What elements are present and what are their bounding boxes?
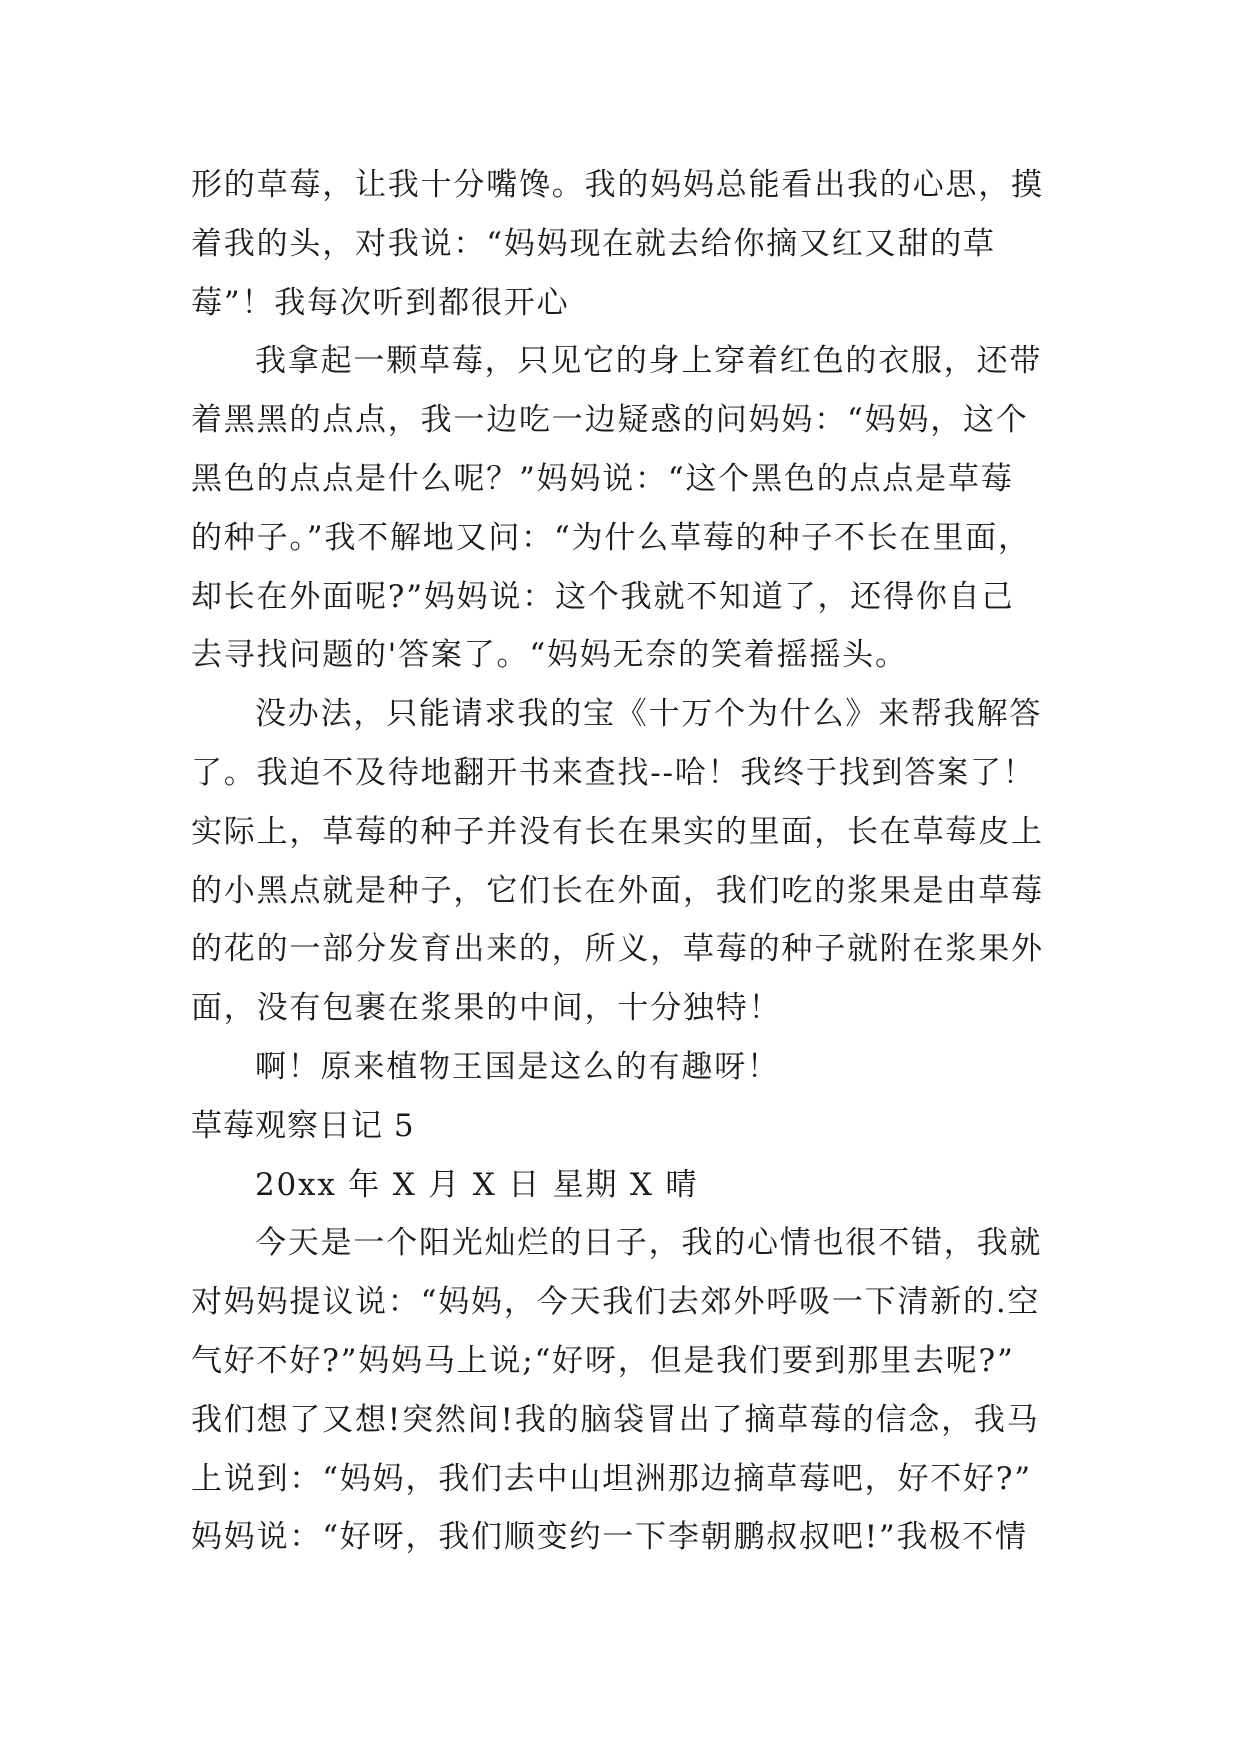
text-line: 却长在外面呢?”妈妈说：这个我就不知道了，还得你自己 xyxy=(191,578,1015,615)
text-line: 形的草莓，让我十分嘴馋。我的妈妈总能看出我的心思，摸 xyxy=(191,167,1044,203)
section-heading: 草莓观察日记 5 xyxy=(191,1107,415,1144)
text-line: 对妈妈提议说：“妈妈，今天我们去郊外呼吸一下清新的.空 xyxy=(191,1284,1041,1321)
text-line: 的种子。”我不解地又问：“为什么草莓的种子不长在里面， xyxy=(191,519,1031,556)
text-line: 了。我迫不及待地翻开书来查找--哈！我终于找到答案了！ xyxy=(191,754,1036,791)
text-line: 妈妈说：“好呀，我们顺变约一下李朝鹏叔叔吧!”我极不情 xyxy=(191,1519,1028,1556)
paragraph-start-line: 没办法，只能请求我的宝《十万个为什么》来帮我解答 xyxy=(255,696,1043,733)
text-line: 着我的头，对我说：“妈妈现在就去给你摘又红又甜的草 xyxy=(191,225,996,262)
document-body xyxy=(191,156,1056,1567)
text-line: 莓”！我每次听到都很开心 xyxy=(191,284,570,321)
text-line: 上说到：“妈妈，我们去中山坦洲那边摘草莓吧，好不好?” xyxy=(191,1460,1032,1497)
text-line: 我们想了又想!突然间!我的脑袋冒出了摘草莓的信念，我马 xyxy=(191,1401,1040,1438)
text-line: 气好不好?”妈妈马上说;“好呀，但是我们要到那里去呢?” xyxy=(191,1342,1015,1379)
paragraph-start-line: 啊！原来植物王国是这么的有趣呀！ xyxy=(255,1048,780,1085)
paragraph-start-line: 我拿起一颗草莓，只见它的身上穿着红色的衣服，还带 xyxy=(255,343,1043,380)
text-line: 实际上，草莓的种子并没有长在果实的里面，长在草莓皮上 xyxy=(191,813,1044,850)
paragraph-start-line: 今天是一个阳光灿烂的日子，我的心情也很不错，我就 xyxy=(255,1225,1043,1262)
text-line: 的小黑点就是种子，它们长在外面，我们吃的浆果是由草莓 xyxy=(191,872,1044,909)
text-line: 黑色的点点是什么呢？”妈妈说：“这个黑色的点点是草莓 xyxy=(191,460,1014,497)
text-line: 面，没有包裹在浆果的中间，十分独特！ xyxy=(191,990,782,1027)
text-line: 着黑黑的点点，我一边吃一边疑惑的问妈妈：“妈妈，这个 xyxy=(191,402,1029,439)
text-line: 去寻找问题的'答案了。“妈妈无奈的笑着摇摇头。 xyxy=(191,637,908,674)
text-line: 的花的一部分发育出来的，所义，草莓的种子就附在浆果外 xyxy=(191,931,1044,968)
date-line: 20xx 年 X 月 X 日 星期 X 晴 xyxy=(255,1166,699,1203)
